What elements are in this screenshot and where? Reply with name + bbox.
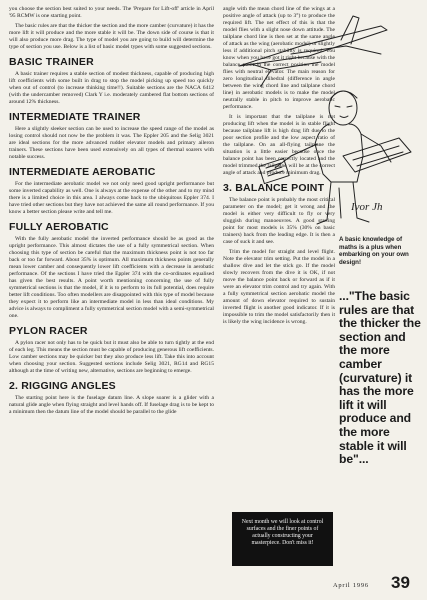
signature: Ivor Jh (351, 201, 383, 213)
heading-intermediate-trainer: INTERMEDIATE TRAINER (9, 111, 141, 123)
heading-balance-point: 3. BALANCE POINT (223, 182, 325, 194)
pylon-racer-paragraph: A pylon racer not only has to be quick but it must also be able to turn tightly at the end of each leg. This means the section must be capable of producing generous lift coefficients. Low camber sections may be quicker but they also produce less lift. Take this into account when choosing your section. Suggested sections include Selig 3021, RG14 and RG15 although at the time of writing new, alternative, sections are beginning to emerge. (9, 340, 214, 374)
cartoon-illustration (231, 6, 421, 228)
cartoon-sketch (231, 6, 421, 228)
rigging-angles-paragraph: The starting point here is the fuselage datum line. A slope soarer is a glider with a natural glide angle when flying straight and level hands off. If fuselage drag is to be kept to a minimum then the datum line of the model should be parallel to the glide (9, 395, 214, 415)
heading-pylon-racer: PYLON RACER (9, 325, 88, 337)
rigging-continued-paragraph-2: It is important that the tailplane is not producing lift when the model is in stable flight because tailplane lift is high drag lift due to the poor section profile and the low aspect ratio of the tailplane. On an all-flying tailplane the situation is a little easier because once the balance point has been correctly located and the model trimmed the tailplane will be at the correct angle of attack and produce minimum drag. (223, 114, 335, 176)
illustration-caption: A basic knowledge of maths is a plus when embarking on your own design! (339, 236, 409, 266)
intro-paragraph-1: you choose the section best suited to your needs. The 'Prepare for Lift-off' article in April '95 RCMW is one starting point. (9, 6, 214, 19)
rigging-continued-paragraph-1: angle with the mean chord line of the wings at a positive angle of attack (up to 3°) to produce the required lift. The net effect of this is that the model flies with a slight nose down attitude. The tailplane chord line is then set at the same angle of attack as the wing (aerobatic model) or slightly less if additional pitch stability is required. You know when you have got it right because with the balance point in the correct position the model flies with neutral elevator. The main reason for zero longitudinal dihedral (difference in angle between the wing chord line and tailplane chord line) in aerobatic models is to make the model neutrally stable in pitch to improve aerobatic performance. (223, 6, 335, 110)
intermediate-trainer-paragraph: Here a slightly sleeker section can be used to increase the speed range of the model as losing control should not now be the problem it was. The Eppler 205 and the Selig 3021 are ideal sections for the more advanced rudder elevator models and primary aileron trainers. These sections have been used extensively on all types of thermal soarers with notable success. (9, 126, 214, 160)
intro-paragraph-2: The basic rules are that the thicker the section and the more camber (curvature) it has the more lift it will produce and the more stable it will be. The down side of course is that it will also produce more drag. The type of model you are going to build will determine the type of section you use. Below is a list of basic model types with some suggested sections. (9, 23, 214, 50)
basic-trainer-paragraph: A basic trainer requires a stable section of modest thickness, capable of producing high lift coefficients with some built in drag to stop the model picking up speed too quickly when out of control (to increase thinking time!!). Suitable sections are the NACA 6412 (with the undercamber removed) Clark Y i.e. moderately cambered flat bottom sections of around 12% thickness. (9, 71, 214, 105)
heading-intermediate-aerobatic: INTERMEDIATE AEROBATIC (9, 166, 156, 178)
intermediate-aerobatic-paragraph: For the intermediate aerobatic model we not only need good upright performance but some inverted capability as well. One is always at the expense of the other and to my mind there is a limited choice in this area. I always come back to the ubiquitous Eppler 374. I have tried other sections but they have not achieved the same all round performance. If you know a better section please write and tell me. (9, 181, 214, 215)
fully-aerobatic-paragraph: With the fully aerobatic model the inverted performance should be as good as the upright performance. This almost dictates the use of a fully symmetrical section. When choosing this type of section be careful that the maximum thickness point is not too far back or too far forward. About 35% is optimum. All maximum thickness points generally mean lower camber and consequently lower lift coefficients with a decrease in aerobatic performance. Of the sections I have tried the Eppler 374 with the co-ordinates equalised has given the best results. A point worth mentioning concerning the use of fully symmetrical sections is that the model, if it is to perform to its full potential, does require better lift conditions. Too often modellers are disappointed with this type of model because they expect it to perform like an intermediate model in less than ideal conditions. My advice is always to compliment a fully symmetrical section model with a semi-symmetrical one. (9, 236, 214, 319)
heading-rigging-angles: 2. RIGGING ANGLES (9, 380, 116, 392)
page-number: 39 (391, 573, 410, 592)
balance-paragraph-2: Trim the model for straight and level flight. Note the elevator trim setting. Put the model in a shallow dive and let the stick go. If the model slowly recovers from the dive it is OK, if not move the balance point back or forward as if it were an elevator trim control and try again. With a fully symmetrical section aerobatic model the amount of down elevator required to sustain inverted flight is another good indicator. If it is impossible to trim the model satisfactorily then it is likely the wing incidence is wrong. (223, 249, 335, 325)
heading-basic-trainer: BASIC TRAINER (9, 56, 94, 68)
pull-quote: ..."The basic rules are that the thicker the section and the more camber (curvature) it has the more lift it will produce and the more stable it will be"... (339, 289, 421, 467)
left-column (9, 6, 214, 419)
footer-issue-date: April 1996 (333, 582, 369, 589)
heading-fully-aerobatic: FULLY AEROBATIC (9, 221, 109, 233)
next-month-callout: Next month we will look at control surfaces and the finer points of actually constructing your masterpiece. Don't miss it! (232, 512, 333, 566)
balance-paragraph-1: The balance point is probably the most critical parameter on the model; get it wrong and the model is either very difficult to fly or very sluggish during manoeuvres. A good starting point for most models is 35% (30% on basic trainers) back from the leading edge. It is then a case of suck it and see. (223, 197, 335, 245)
